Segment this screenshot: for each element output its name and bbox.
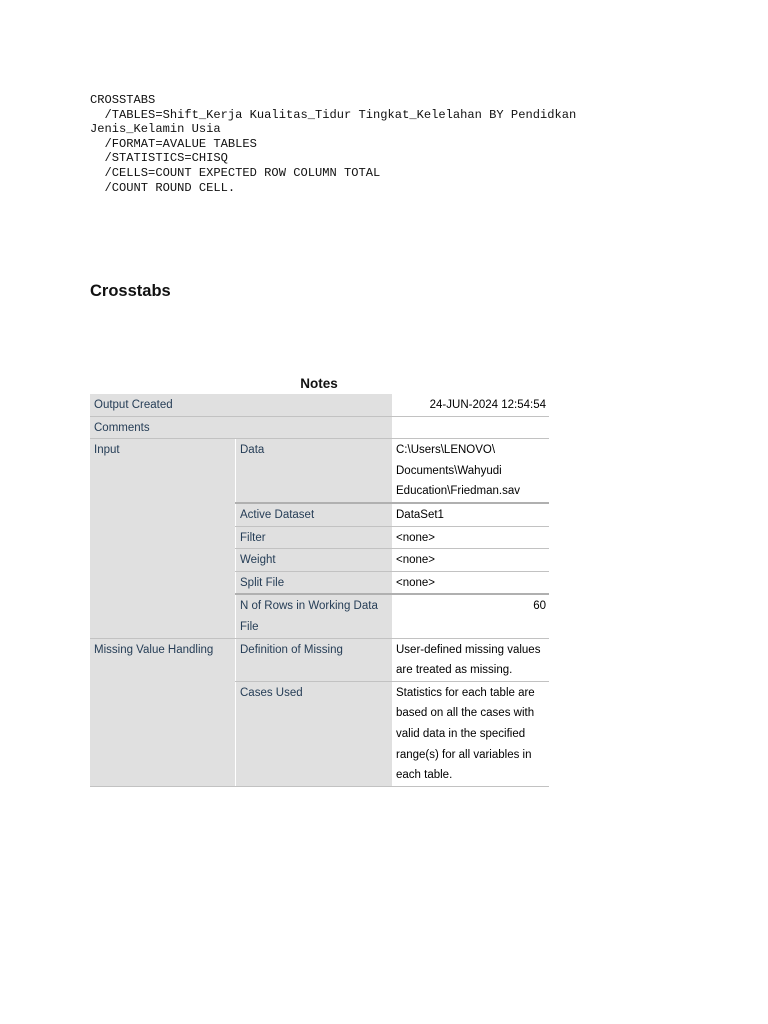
- data-path-value: C:\Users\LENOVO\ Documents\Wahyudi Education\Friedman.sav: [392, 439, 549, 503]
- row-header-split-file: Split File: [236, 571, 393, 594]
- syntax-line: /CELLS=COUNT EXPECTED ROW COLUMN TOTAL: [90, 165, 381, 180]
- syntax-line: /COUNT ROUND CELL.: [90, 180, 236, 195]
- notes-table: [90, 394, 549, 787]
- syntax-line: CROSSTABS: [90, 93, 156, 107]
- comments-value: [392, 416, 549, 439]
- split-file-value: <none>: [392, 571, 549, 594]
- table-row: [90, 439, 549, 503]
- row-header-missing-value-handling: Missing Value Handling: [90, 638, 236, 786]
- row-header-input: Input: [90, 439, 236, 638]
- active-dataset-value: DataSet1: [392, 503, 549, 526]
- row-header-cases-used: Cases Used: [236, 681, 393, 786]
- row-header-output-created: Output Created: [90, 394, 392, 416]
- notes-table-title: Notes: [300, 376, 338, 391]
- weight-value: <none>: [392, 549, 549, 572]
- filter-value: <none>: [392, 526, 549, 549]
- row-header-comments: Comments: [90, 416, 392, 439]
- cases-used-value: Statistics for each table are based on all the cases with valid data in the specified range(s) for all variables in each table.: [392, 681, 549, 786]
- syntax-line: Jenis_Kelamin Usia: [90, 122, 221, 137]
- row-header-definition-of-missing: Definition of Missing: [236, 638, 393, 681]
- row-header-active-dataset: Active Dataset: [236, 503, 393, 526]
- definition-of-missing-value: User-defined missing values are treated as missing.: [392, 638, 549, 681]
- page-title: Crosstabs: [90, 282, 171, 300]
- table-row: [90, 416, 549, 439]
- row-header-data: Data: [236, 439, 393, 503]
- row-header-n-rows: N of Rows in Working Data File: [236, 594, 393, 638]
- row-header-weight: Weight: [236, 549, 393, 572]
- syntax-line: /FORMAT=AVALUE TABLES: [90, 136, 257, 151]
- output-created-value: 24-JUN-2024 12:54:54: [392, 394, 549, 416]
- row-header-filter: Filter: [236, 526, 393, 549]
- table-row: [90, 638, 549, 681]
- syntax-line: /TABLES=Shift_Kerja Kualitas_Tidur Tingkat_Kelelahan BY Pendidkan: [90, 107, 577, 122]
- n-rows-value: 60: [392, 594, 549, 638]
- syntax-line: /STATISTICS=CHISQ: [90, 151, 228, 166]
- table-row: [90, 394, 549, 416]
- syntax-block: [90, 93, 576, 195]
